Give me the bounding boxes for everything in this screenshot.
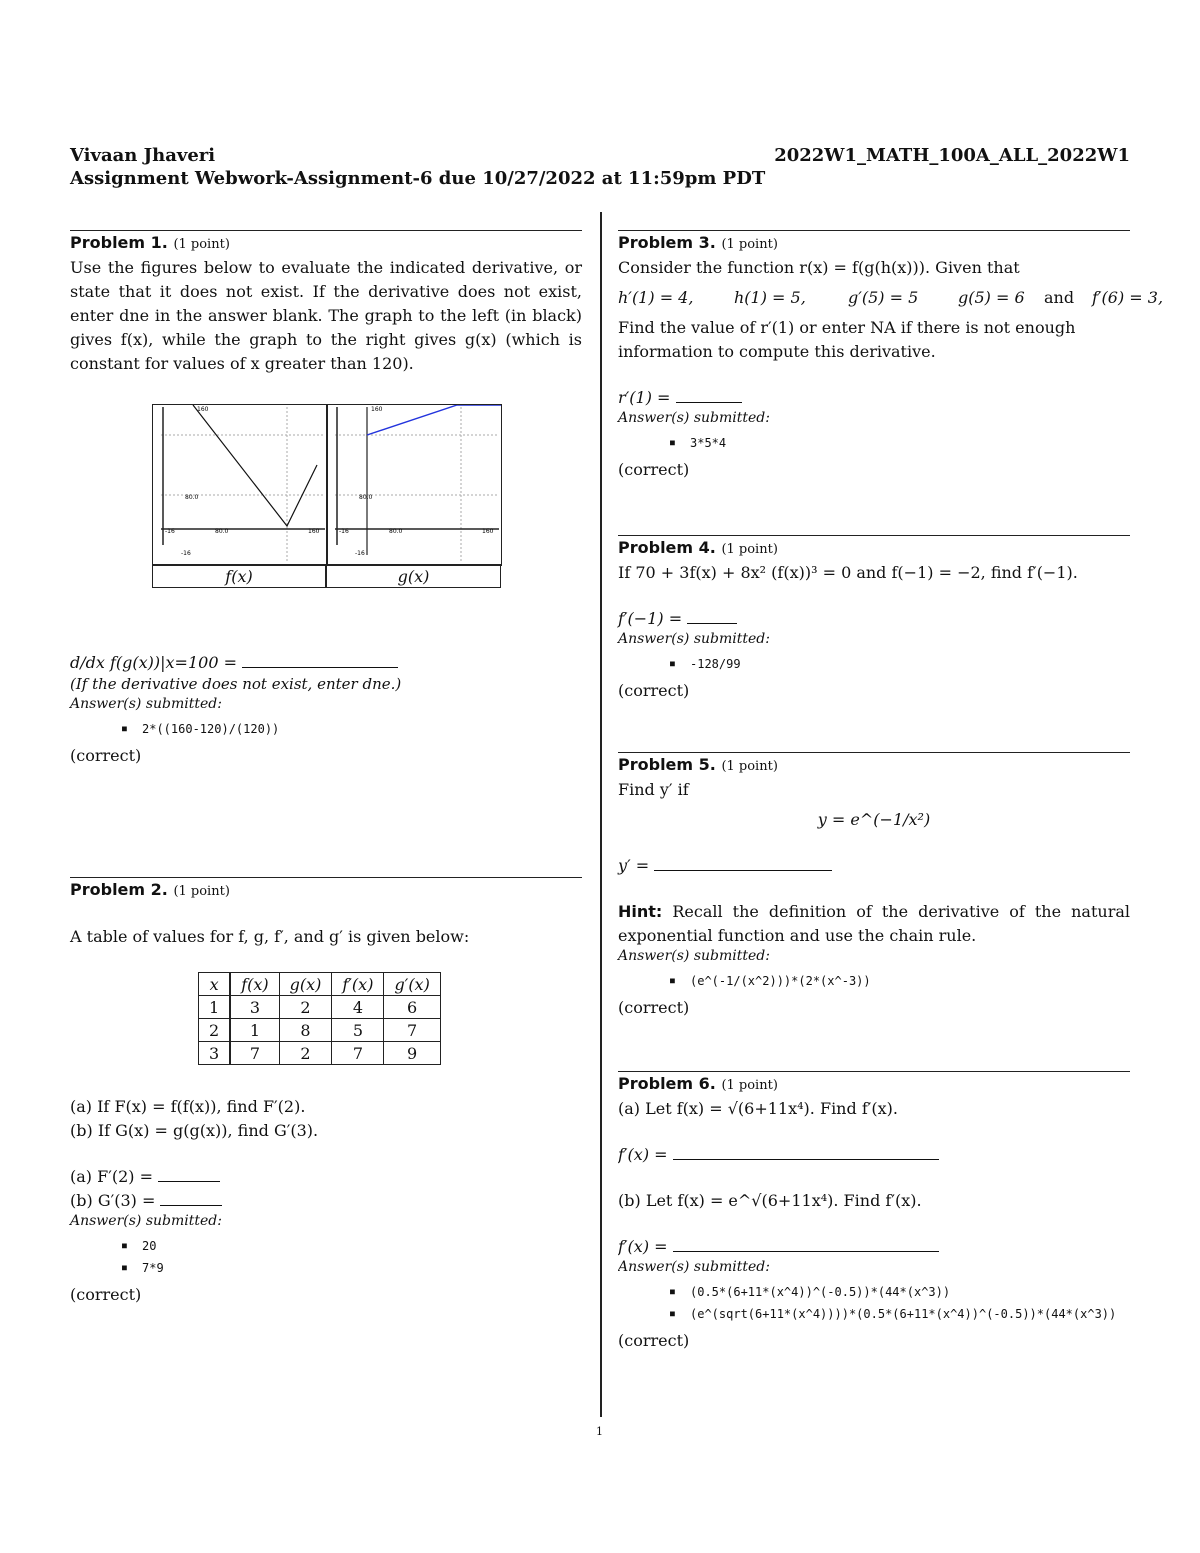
g-ytick-top: 160 bbox=[371, 406, 383, 413]
problem6-blank-b-label: f′(x) = bbox=[618, 1237, 668, 1256]
f-xtick-left: -16 bbox=[165, 528, 175, 535]
problem6-answers-label: Answer(s) submitted: bbox=[618, 1259, 770, 1275]
f-xtick-mid: 80.0 bbox=[215, 528, 229, 535]
g-xtick-mid: 80.0 bbox=[389, 528, 403, 535]
problem5-equation: y = e^(−1/x²) bbox=[817, 810, 931, 829]
graph-g-plot bbox=[327, 405, 501, 565]
problem4-answer-list bbox=[618, 653, 1130, 675]
problem2-blank-b-label: (b) G′(3) = bbox=[70, 1191, 156, 1210]
problem2-part-a: (a) If F(x) = f(f(x)), find F′(2). bbox=[70, 1097, 306, 1116]
problem5-status: (correct) bbox=[618, 998, 690, 1017]
problem6-title: Problem 6. (1 point) bbox=[618, 1074, 778, 1093]
problem1-rule bbox=[70, 230, 582, 231]
problem2-blank-a[interactable] bbox=[158, 1167, 220, 1182]
graph-f bbox=[152, 404, 328, 566]
problem6 bbox=[618, 1074, 1178, 1353]
student-name: Vivaan Jhaveri bbox=[70, 145, 216, 166]
problem3-answer-1: ■ 3*5*4 bbox=[690, 432, 1173, 454]
problem3-text: Consider the function r(x) = f(g(h(x))). Given that bbox=[618, 258, 1020, 277]
problem2-part-b: (b) If G(x) = g(g(x)), find G′(3). bbox=[70, 1121, 319, 1140]
problem3-text2: Find the value of r′(1) or enter NA if there is not enough information to compute this derivative. bbox=[618, 318, 1076, 361]
problem3-title: Problem 3. (1 point) bbox=[618, 233, 778, 252]
problem2-intro: A table of values for f, g, f′, and g′ is given below: bbox=[70, 927, 470, 946]
g-curve bbox=[367, 405, 501, 435]
page-number: 1 bbox=[596, 1425, 603, 1438]
problem3-givens: h′(1) = 4, h(1) = 5, g′(5) = 5 g(5) = 6 and f′(6) = 3, bbox=[618, 288, 1164, 307]
problem4 bbox=[618, 538, 1130, 703]
problem5-blank[interactable] bbox=[654, 856, 832, 871]
problem3-answers-label: Answer(s) submitted: bbox=[618, 410, 770, 426]
problem5-rule bbox=[618, 752, 1130, 753]
problem2-answer-1: ■ 20 bbox=[142, 1235, 582, 1257]
problem5-answer-list bbox=[618, 970, 1130, 992]
problem6-answer-list bbox=[618, 1281, 1178, 1325]
problem3-answer-list bbox=[618, 432, 1173, 454]
g-xtick-left: -16 bbox=[339, 528, 349, 535]
problem5-title: Problem 5. (1 point) bbox=[618, 755, 778, 774]
f-curve bbox=[193, 405, 317, 526]
table-row: 2 1 8 5 7 bbox=[199, 1019, 441, 1042]
table-header-g: g(x) bbox=[279, 973, 332, 996]
problem2-blank-a-label: (a) F′(2) = bbox=[70, 1167, 153, 1186]
problem6-part-b: (b) Let f(x) = e^√(6+11x⁴). Find f′(x). bbox=[618, 1191, 922, 1210]
table-header-f: f(x) bbox=[230, 973, 279, 996]
graph-g bbox=[326, 404, 502, 566]
g-ytick-bottom: -16 bbox=[355, 550, 365, 557]
problem5-hint-label: Hint: bbox=[618, 902, 663, 921]
problem2-answer-2: ■ 7*9 bbox=[142, 1257, 582, 1279]
problem5 bbox=[618, 755, 1130, 1020]
problem2-status: (correct) bbox=[70, 1285, 142, 1304]
problem6-answer-1: ■ (0.5*(6+11*(x^4))^(-0.5))*(44*(x^3)) bbox=[690, 1281, 1178, 1303]
problem1-answer-list bbox=[70, 718, 582, 740]
table-row: 1 3 2 4 6 bbox=[199, 996, 441, 1019]
table-header-gprime: g′(x) bbox=[384, 973, 440, 996]
problem6-status: (correct) bbox=[618, 1331, 690, 1350]
problem5-blank-label: y′ = bbox=[618, 856, 650, 875]
column-divider bbox=[600, 212, 602, 1417]
problem1-answers-label: Answer(s) submitted: bbox=[70, 696, 222, 712]
assignment-title: Assignment Webwork-Assignment-6 due 10/27/2022 at 11:59pm PDT bbox=[70, 168, 766, 189]
f-ytick-mid: 80.0 bbox=[185, 494, 199, 501]
problem4-title: Problem 4. (1 point) bbox=[618, 538, 778, 557]
problem4-answer-1: ■ -128/99 bbox=[690, 653, 1130, 675]
problem3-blank-label: r′(1) = bbox=[618, 388, 671, 407]
problem6-blank-a[interactable] bbox=[673, 1145, 939, 1160]
problem1-question: d/dx f(g(x))|x=100 = bbox=[70, 653, 237, 672]
problem4-blank-label: f′(−1) = bbox=[618, 609, 683, 628]
problem2 bbox=[70, 880, 582, 949]
problem1-text: Use the figures below to evaluate the indicated derivative, or state that it does not exist. If the derivative does not exist, enter dne in the answer blank. The graph to the left (in black) gives f(x), while the graph to the right gives g(x) (which is constant for values of x greater than 120). bbox=[70, 258, 582, 373]
problem2-answers-label: Answer(s) submitted: bbox=[70, 1213, 222, 1229]
table-header-fprime: f′(x) bbox=[332, 973, 384, 996]
problem1-blank[interactable] bbox=[242, 653, 398, 668]
problem4-status: (correct) bbox=[618, 681, 690, 700]
problem4-rule bbox=[618, 535, 1130, 536]
problem1 bbox=[70, 233, 582, 376]
problem5-answer-1: ■ (e^(-1/(x^2)))*(2*(x^-3)) bbox=[690, 970, 1130, 992]
problem4-answers-label: Answer(s) submitted: bbox=[618, 631, 770, 647]
problem1-answer-area bbox=[70, 652, 582, 768]
problem3 bbox=[618, 233, 1173, 482]
problem5-hint bbox=[618, 900, 1130, 948]
g-xtick-right: 160 bbox=[482, 528, 494, 535]
course-code: 2022W1_MATH_100A_ALL_2022W1 bbox=[774, 145, 1130, 166]
problem2-blank-b[interactable] bbox=[160, 1191, 222, 1206]
problem2-answer-list bbox=[70, 1235, 582, 1279]
g-ytick-mid: 80.0 bbox=[359, 494, 373, 501]
problem6-part-a: (a) Let f(x) = √(6+11x⁴). Find f′(x). bbox=[618, 1099, 898, 1118]
table-row: 3 7 2 7 9 bbox=[199, 1042, 441, 1065]
problem2-table bbox=[198, 972, 441, 1065]
problem5-answers-label: Answer(s) submitted: bbox=[618, 948, 770, 964]
problem4-blank[interactable] bbox=[687, 609, 737, 624]
graph-g-caption: g(x) bbox=[326, 564, 501, 588]
problem1-title: Problem 1. (1 point) bbox=[70, 233, 230, 252]
problem2-rule bbox=[70, 877, 582, 878]
problem3-rule bbox=[618, 230, 1130, 231]
problem6-blank-b[interactable] bbox=[673, 1237, 939, 1252]
problem3-blank[interactable] bbox=[676, 388, 742, 403]
graph-f-caption: f(x) bbox=[152, 564, 326, 588]
problem5-hint-text: Recall the definition of the derivative of the natural exponential function and use the chain rule. bbox=[618, 902, 1131, 945]
problem6-blank-a-label: f′(x) = bbox=[618, 1145, 668, 1164]
problem6-answer-2: ■ (e^(sqrt(6+11*(x^4))))*(0.5*(6+11*(x^4))^(-0.5))*(44*(x^3)) bbox=[690, 1303, 1178, 1325]
problem1-status: (correct) bbox=[70, 746, 142, 765]
problem2-parts bbox=[70, 1095, 582, 1307]
problem3-status: (correct) bbox=[618, 460, 690, 479]
problem4-text: If 70 + 3f(x) + 8x² (f(x))³ = 0 and f(−1) = −2, find f′(−1). bbox=[618, 563, 1078, 582]
table-header-x: x bbox=[199, 973, 231, 996]
f-ytick-top: 160 bbox=[197, 406, 209, 413]
f-xtick-right: 160 bbox=[308, 528, 320, 535]
problem6-rule bbox=[618, 1071, 1130, 1072]
problem1-hint: (If the derivative does not exist, enter dne.) bbox=[70, 675, 402, 693]
f-ytick-bottom: -16 bbox=[181, 550, 191, 557]
problem5-text: Find y′ if bbox=[618, 780, 689, 799]
problem2-title: Problem 2. (1 point) bbox=[70, 880, 230, 899]
problem1-answer-1: ■ 2*((160-120)/(120)) bbox=[142, 718, 582, 740]
graph-f-plot bbox=[153, 405, 327, 565]
